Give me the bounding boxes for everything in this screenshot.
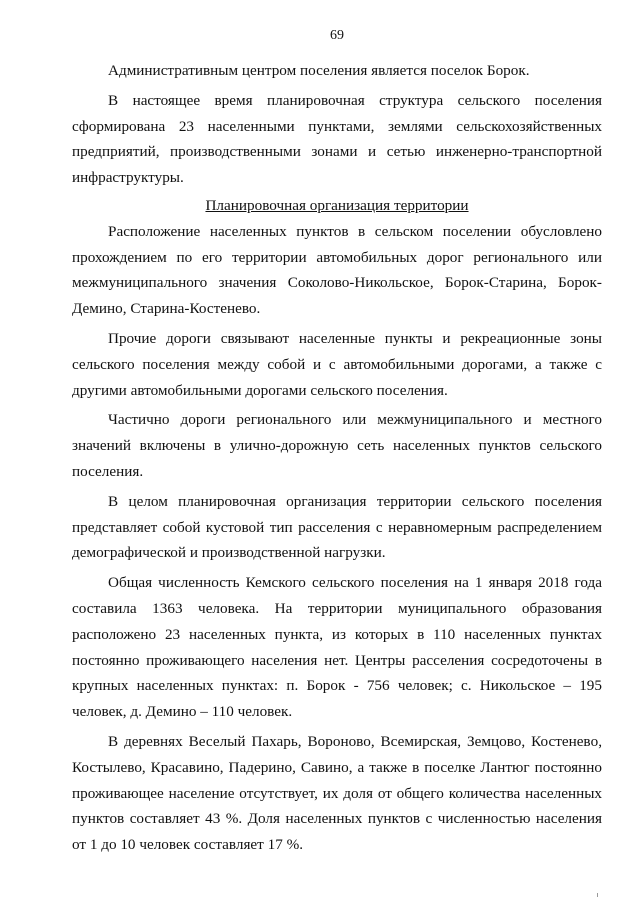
paragraph-other-roads: Прочие дороги связывают населенные пункты и рекреационные зоны сельского поселения между собой и с автомобильными дорогами, а также с другими автомобильными дорогами сельского поселения. bbox=[72, 329, 602, 399]
paragraph-planning-structure: В настоящее время планировочная структура сельского поселения сформирована 23 населенными пунктами, землями сельскохозяйственных предприятий, производственными зонами и сетью инженерно-транспортной инфраструктуры. bbox=[72, 91, 602, 187]
paragraph-settlement-location: Расположение населенных пунктов в сельском поселении обусловлено прохождением по его территории автомобильных дорог регионального или межмуниципального значения Соколово-Никольское, Борок-Старина, Борок-Демино, Старина-Костенево. bbox=[72, 222, 602, 318]
scan-artifact bbox=[597, 893, 598, 897]
section-heading: Планировочная организация территории bbox=[205, 196, 469, 214]
paragraph-admin-center: Административным центром поселения является поселок Борок. bbox=[108, 62, 530, 79]
document-page bbox=[72, 28, 602, 858]
paragraph-population: Общая численность Кемского сельского поселения на 1 января 2018 года составила 1363 человека. На территории муниципального образования расположено 23 населенных пункта, из которых в 110 населенных пунктах постоянно проживающего населения нет. Центры расселения сосредоточены в крупных населенных пунктах: п. Борок - 756 человек; с. Никольское – 195 человек, д. Демино – 110 человек. bbox=[72, 574, 602, 721]
paragraph-road-network: Частично дороги регионального или межмуниципального и местного значений включены в улично-дорожную сеть населенных пунктов сельского поселения. bbox=[72, 411, 602, 480]
page-number: 69 bbox=[330, 28, 344, 43]
paragraph-settlement-type: В целом планировочная организация территории сельского поселения представляет собой кустовой тип расселения с неравномерным распределением демографической и производственной нагрузки. bbox=[72, 492, 602, 562]
paragraph-empty-villages: В деревнях Веселый Пахарь, Вороново, Всемирская, Земцово, Костеневo, Костылево, Красавино, Падерино, Савино, а также в поселке Лантюг постоянно проживающее население отсутствует, их доля от общего количества населенных пунктов составляет 43 %. Доля населенных пунктов с численностью населения от 1 до 10 человек составляет 17 %. bbox=[72, 732, 602, 854]
